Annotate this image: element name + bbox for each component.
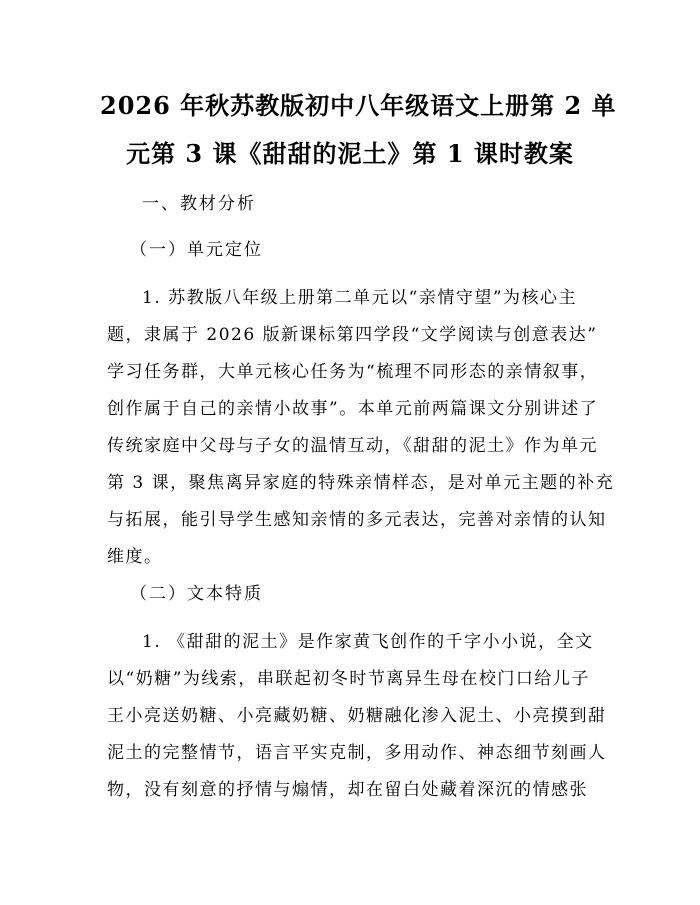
paragraph-line: 第 3 课，聚焦离异家庭的特殊亲情样态，是对单元主题的补充 bbox=[107, 473, 615, 493]
document-title-line-1: 2026 年秋苏教版初中八年级语文上册第 2 单 bbox=[100, 91, 617, 120]
subsection-heading-text-features: （二）文本特质 bbox=[130, 584, 263, 604]
paragraph-line: 维度。 bbox=[107, 547, 163, 567]
subsection-heading-unit-positioning: （一）单元定位 bbox=[130, 240, 263, 260]
paragraph-line: 王小亮送奶糖、小亮藏奶糖、奶糖融化渗入泥土、小亮摸到甜 bbox=[107, 706, 607, 726]
paragraph-line: 物，没有刻意的抒情与煽情，却在留白处藏着深沉的情感张 bbox=[107, 780, 588, 800]
paragraph-line: 以“奶糖”为线索，串联起初冬时节离异生母在校门口给儿子 bbox=[107, 669, 590, 689]
section-heading-textbook-analysis: 一、教材分析 bbox=[142, 194, 256, 214]
paragraph-line: 与拓展，能引导学生感知亲情的多元表达，完善对亲情的认知 bbox=[107, 510, 607, 530]
paragraph-line: 题，隶属于 2026 版新课标第四学段“文学阅读与创意表达” bbox=[107, 325, 598, 345]
document-title-line-2: 元第 3 课《甜甜的泥土》第 1 课时教案 bbox=[126, 139, 574, 168]
paragraph-line: 泥土的完整情节，语言平实克制，多用动作、神态细节刻画人 bbox=[107, 743, 607, 763]
paragraph-line: 1. 《甜甜的泥土》是作家黄飞创作的千字小小说，全文 bbox=[142, 632, 594, 652]
paragraph-line: 1. 苏教版八年级上册第二单元以“亲情守望”为核心主 bbox=[142, 288, 578, 308]
paragraph-line: 创作属于自己的亲情小故事”。本单元前两篇课文分别讲述了 bbox=[107, 399, 599, 419]
paragraph-line: 学习任务群，大单元核心任务为“梳理不同形态的亲情叙事， bbox=[107, 362, 599, 382]
paragraph-line: 传统家庭中父母与子女的温情互动，《甜甜的泥土》作为单元 bbox=[107, 436, 598, 456]
